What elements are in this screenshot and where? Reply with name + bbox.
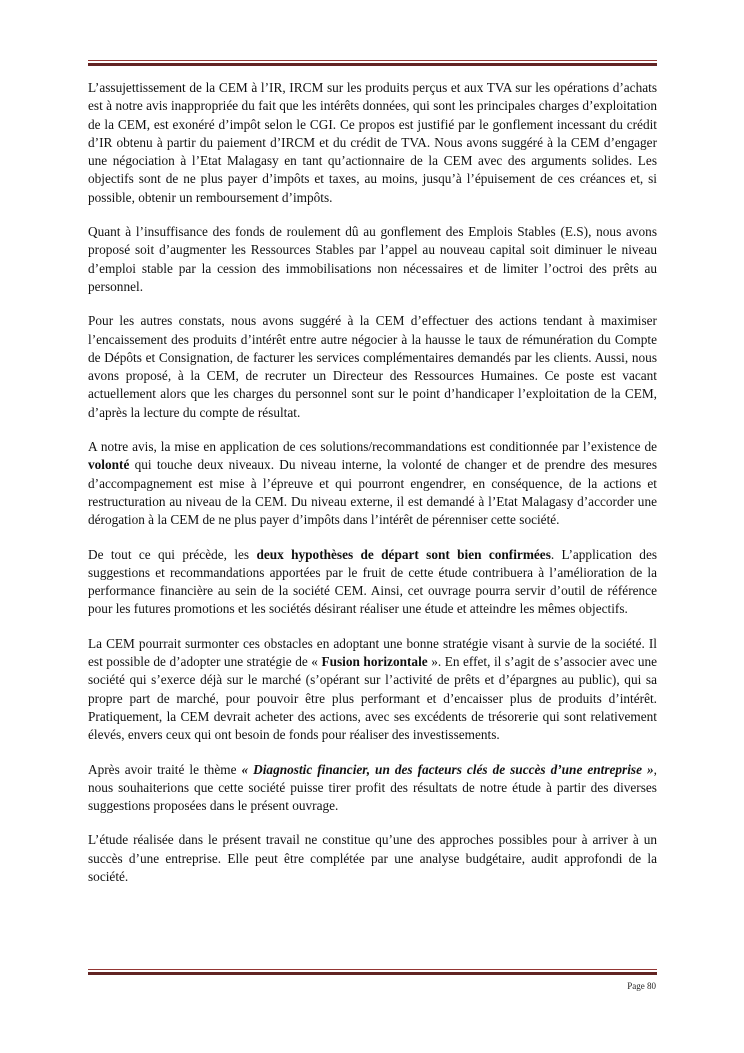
paragraph-7 — [88, 761, 657, 816]
paragraph-6-text-c: ». En effet, il s’agit de s’associer avec une société qui s’exerce déjà sur le marché (s’opérant sur l’activité de prêts et d’épargnes au public), qui sa propre part de marché, pour pouvoir être plus performant et d’encaisser plus de produits d’intérêt. Pratiquement, la CEM devrait acheter des actions, avec ses excédents de trésorerie qui sont relativement élevés, envers ceux qui ont besoin de fonds pour réaliser des investissements. — [88, 654, 658, 743]
body-text — [88, 79, 657, 902]
emphasis-hypotheses: deux hypothèses de départ sont bien confirmées — [256, 546, 551, 562]
page-number: Page 80 — [627, 981, 656, 991]
paragraph-4 — [88, 438, 657, 529]
paragraph-7-text-a: Après avoir traité le thème — [88, 761, 242, 777]
paragraph-3: Pour les autres constats, nous avons suggéré à la CEM d’effectuer des actions tendant à maximiser l’encaissement des produits d’intérêt entre autre négocier à la hausse le taux de rémunération du Compte de Dépôts et Consignation, de facturer les services complémentaires demandés par les clients. Aussi, nous avons proposé, à la CEM, de recruter un Directeur des Ressources Humaines. Ce poste est vacant actuellement alors que les charges du personnel sont sur le point d’handicaper l’exploitation de la CEM, d’après la lecture du compte de résultat. — [88, 313, 657, 420]
paragraph-6-text-a: La CEM pourrait surmonter ces obstacles en adoptant une bonne stratégie visant à survie de la société. Il est possible de d’adopter une stratégie de « — [88, 635, 657, 670]
paragraph-5-text-c: . L’application des suggestions et recommandations apportées par le fruit de cette étude contribuera à l’amélioration de la performance financière au sein de la société CEM. Ainsi, cet ouvrage pourra servir d’outil de référence pour les futures promotions et les sociétés désirant réaliser une étude et atteindre les mêmes objectifs. — [88, 546, 658, 617]
paragraph-1: L’assujettissement de la CEM à l’IR, IRCM sur les produits perçus et aux TVA sur les opérations d’achats est à notre avis inappropriée du fait que les intérêts données, qui sont les principales charges d’exploitation de la CEM, est exonéré d’impôt selon le CGI. Ce propos est justifié par le gonflement incessant du crédit d’IR obtenu à partir du paiement d’IRCM et du crédit de TVA. Nous avons suggéré à la CEM d’engager une négociation à l’Etat Malagasy en tant qu’actionnaire de la CEM avec des arguments solides. Les objectifs sont de ne plus payer d’impôts et taxes, au moins, jusqu’à l’épuisement de ces créances et, si possible, obtenir un remboursement d’impôts. — [88, 80, 657, 205]
emphasis-volonte: volonté — [88, 457, 130, 473]
paragraph-6 — [88, 635, 657, 745]
footer-rule — [88, 969, 657, 975]
header-rule — [88, 60, 657, 66]
paragraph-4-text-c: qui touche deux niveaux. Du niveau interne, la volonté de changer et de prendre des mesures d’accompagnement est mise à l’épreuve et qui pourront engendrer, en conséquence, de la actions et restructuration au niveau de la CEM. Du niveau externe, il est demandé à l’Etat Malagasy d’accorder une dérogation à la CEM de ne plus payer d’impôts dans l’intérêt de pérenniser cette société. — [88, 457, 657, 528]
paragraph-8: L’étude réalisée dans le présent travail ne constitue qu’une des approches possibles pour à arriver à un succès d’une entreprise. Elle peut être complétée par une analyse budgétaire, audit approfondi de la société. — [88, 832, 657, 884]
paragraph-5-text-a: De tout ce qui précède, les — [88, 546, 257, 562]
paragraph-5 — [88, 546, 657, 619]
emphasis-theme-title: « Diagnostic financier, un des facteurs clés de succès d’une entreprise » — [241, 761, 654, 777]
paragraph-4-text-a: A notre avis, la mise en application de ces solutions/recommandations est conditionnée par l’existence de — [88, 439, 657, 455]
paragraph-2: Quant à l’insuffisance des fonds de roulement dû au gonflement des Emplois Stables (E.S), nous avons proposé soit d’augmenter les Ressources Stables par l’appel au nouveau capital soit diminuer le niveau d’emploi stable par la cession des immobilisations non nécessaires et de limiter l’octroi des prêts au personnel. — [88, 224, 657, 294]
emphasis-fusion-horizontale: Fusion horizontale — [321, 654, 428, 670]
paragraph-7-text-c: , nous souhaiterions que cette société puisse tirer profit des résultats de notre étude à partir des diverses suggestions proposées dans le présent ouvrage. — [88, 761, 657, 814]
